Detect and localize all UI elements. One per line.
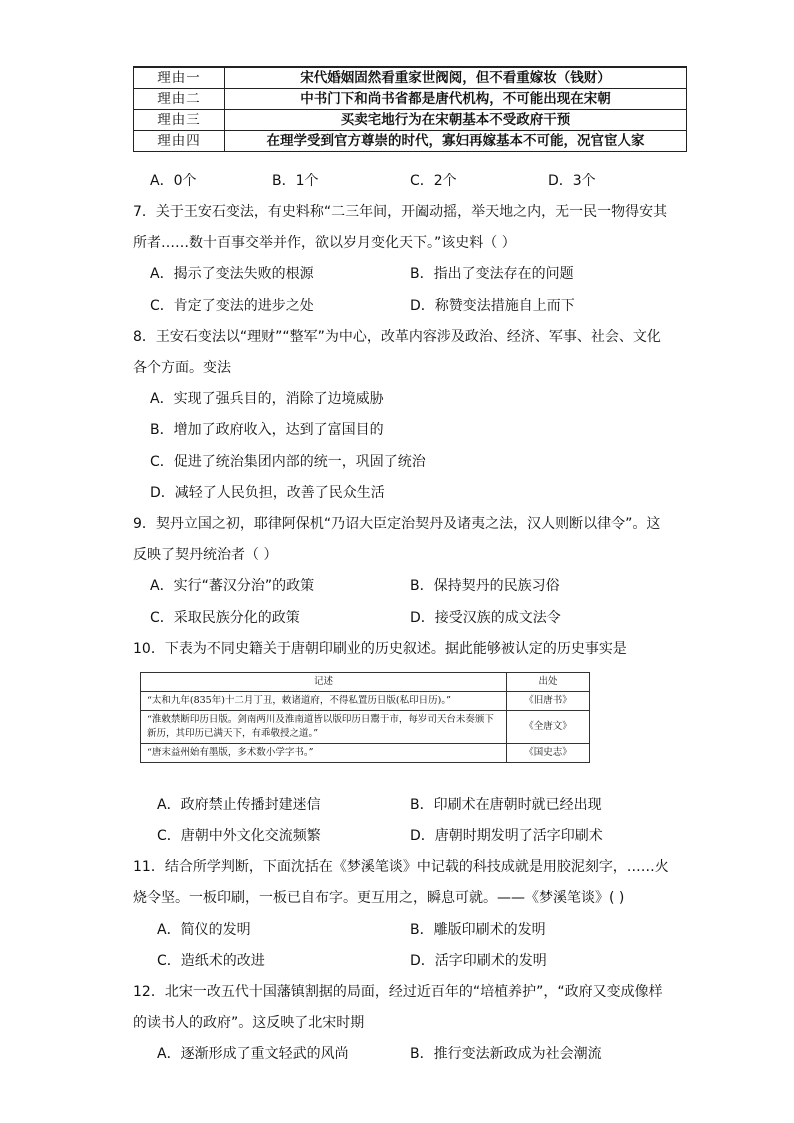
q10-option-a[interactable]: A．政府禁止传播封建迷信 bbox=[157, 797, 321, 813]
table-row bbox=[141, 692, 590, 711]
q8-option-a[interactable]: A．实现了强兵目的，消除了边境威胁 bbox=[150, 391, 384, 407]
q11-option-c[interactable]: C．造纸术的改进 bbox=[157, 953, 265, 969]
q12-option-b[interactable]: B．推行变法新政成为社会潮流 bbox=[410, 1046, 602, 1062]
q9-stem-line-2: 反映了契丹统治者（ ） bbox=[133, 547, 278, 563]
table-row bbox=[141, 744, 590, 763]
q10-option-c[interactable]: C．唐朝中外文化交流频繁 bbox=[157, 828, 321, 844]
q11-stem-line-2: 烧令坚。一板印刷，一板已自布字。更互用之，瞬息可就。——《梦溪笔谈》( ) bbox=[133, 890, 625, 906]
q7-stem-line-2: 所者……数十百事交举并作，欲以岁月变化天下。”该史料（ ） bbox=[133, 235, 516, 251]
table-header-row bbox=[141, 673, 590, 692]
reason-label: 理由一 bbox=[134, 67, 225, 89]
q10-stem-line-1: 10．下表为不同史籍关于唐朝印刷业的历史叙述。据此能够被认定的历史事实是 bbox=[133, 641, 627, 657]
q7-option-b[interactable]: B．指出了变法存在的问题 bbox=[410, 266, 574, 282]
q7-stem-line-1: 7．关于王安石变法，有史料称“二三年间，开阖动摇，举天地之内，无一民一物得安其 bbox=[133, 204, 668, 220]
reason-label: 理由二 bbox=[134, 89, 225, 110]
q11-stem-line-1: 11．结合所学判断，下面沈括在《梦溪笔谈》中记载的科技成就是用胶泥刻字，……火 bbox=[133, 859, 669, 875]
q7-option-c[interactable]: C．肯定了变法的进步之处 bbox=[150, 298, 314, 314]
q12-option-a[interactable]: A．逐渐形成了重文轻武的风尚 bbox=[157, 1046, 349, 1062]
record-text: “淮敕禁断印历日版。剑南两川及淮南道皆以版印历日鬻于市，每岁司天台未奏颁下新历，其印历已满天下，有乖敬授之道。” bbox=[141, 711, 507, 744]
record-source: 《旧唐书》 bbox=[507, 692, 590, 711]
q7-option-a[interactable]: A．揭示了变法失败的根源 bbox=[150, 266, 314, 282]
record-text: “唐末益州始有墨版，多术数小学字书。” bbox=[141, 744, 507, 763]
q8-option-b[interactable]: B．增加了政府收入，达到了富国目的 bbox=[150, 422, 384, 438]
q11-option-a[interactable]: A．简仪的发明 bbox=[157, 922, 251, 938]
record-source: 《国史志》 bbox=[507, 744, 590, 763]
record-source: 《全唐文》 bbox=[507, 711, 590, 744]
reasons-table bbox=[133, 66, 687, 152]
header-record: 记述 bbox=[141, 673, 507, 692]
table-row bbox=[134, 131, 687, 152]
reason-content: 买卖宅地行为在宋朝基本不受政府干预 bbox=[225, 110, 687, 131]
table-row bbox=[141, 711, 590, 744]
table-row bbox=[134, 67, 687, 89]
reason-content: 宋代婚姻固然看重家世阀阅，但不看重嫁妆（钱财） bbox=[225, 67, 687, 89]
q8-stem-line-1: 8．王安石变法以“理财”“整军”为中心，改革内容涉及政治、经济、军事、社会、文化 bbox=[133, 329, 661, 345]
q8-stem-line-2: 各个方面。变法 bbox=[133, 360, 231, 376]
q6-option-d[interactable]: D．3个 bbox=[548, 173, 596, 189]
q12-stem-line-2: 的读书人的政府”。这反映了北宋时期 bbox=[133, 1015, 365, 1031]
q12-stem-line-1: 12．北宋一改五代十国藩镇割据的局面，经过近百年的“培植养护”，“政府又变成像样 bbox=[133, 984, 663, 1000]
printing-history-table bbox=[140, 672, 590, 763]
reason-label: 理由四 bbox=[134, 131, 225, 152]
q11-option-b[interactable]: B．雕版印刷术的发明 bbox=[410, 922, 546, 938]
q6-option-c[interactable]: C．2个 bbox=[410, 173, 457, 189]
q9-option-d[interactable]: D．接受汉族的成文法令 bbox=[410, 610, 561, 626]
table-row bbox=[134, 110, 687, 131]
record-text: “太和九年(835年)十二月丁丑，敕诸道府，不得私置历日版(私印日历)。” bbox=[141, 692, 507, 711]
q7-option-d[interactable]: D．称赞变法措施自上而下 bbox=[410, 298, 575, 314]
reason-content: 在理学受到官方尊崇的时代，寡妇再嫁基本不可能，况官宦人家 bbox=[225, 131, 687, 152]
q6-option-a[interactable]: A．0个 bbox=[150, 173, 197, 189]
q6-option-b[interactable]: B．1个 bbox=[272, 173, 319, 189]
q8-option-c[interactable]: C．促进了统治集团内部的统一，巩固了统治 bbox=[150, 454, 426, 470]
q9-stem-line-1: 9．契丹立国之初，耶律阿保机“乃诏大臣定治契丹及诸夷之法，汉人则断以律令”。这 bbox=[133, 516, 661, 532]
q9-option-c[interactable]: C．采取民族分化的政策 bbox=[150, 610, 300, 626]
table-row bbox=[134, 89, 687, 110]
reason-content: 中书门下和尚书省都是唐代机构，不可能出现在宋朝 bbox=[225, 89, 687, 110]
header-source: 出处 bbox=[507, 673, 590, 692]
reason-label: 理由三 bbox=[134, 110, 225, 131]
q9-option-b[interactable]: B．保持契丹的民族习俗 bbox=[410, 578, 560, 594]
q9-option-a[interactable]: A．实行“蕃汉分治”的政策 bbox=[150, 578, 315, 594]
q10-option-d[interactable]: D．唐朝时期发明了活字印刷术 bbox=[410, 828, 603, 844]
q8-option-d[interactable]: D．减轻了人民负担，改善了民众生活 bbox=[150, 485, 385, 501]
q10-option-b[interactable]: B．印刷术在唐朝时就已经出现 bbox=[410, 797, 602, 813]
q11-option-d[interactable]: D．活字印刷术的发明 bbox=[410, 953, 547, 969]
